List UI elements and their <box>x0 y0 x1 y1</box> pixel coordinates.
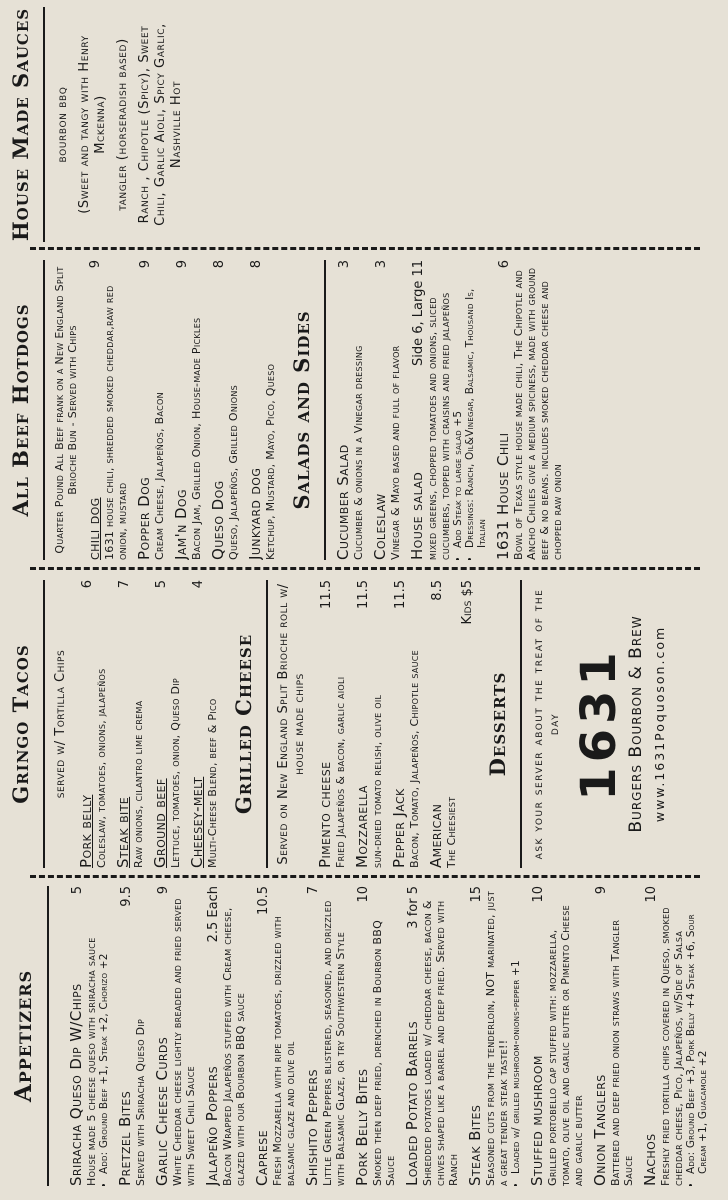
menu-item-name: Pork Belly Bites <box>353 1068 371 1186</box>
menu-item-name: Onion Tanglers <box>591 1074 609 1186</box>
menu-item-name: Pretzel Bites <box>116 1090 134 1186</box>
menu-item-name: Jam'n Dog <box>172 489 190 560</box>
menu-item-row <box>85 260 103 560</box>
menu-item-description: The Cheesiest <box>445 796 458 868</box>
menu-item-description: Cucumber & onions in a Vinegar dressing <box>352 345 365 560</box>
menu-item-row <box>390 580 408 868</box>
menu-item <box>151 580 182 868</box>
menu-item <box>466 886 522 1186</box>
menu-item-name: Stuffed mushroom <box>528 1055 546 1186</box>
brand-tagline: Burgers Bourbon & Brew <box>626 615 646 833</box>
menu-item-price: 9 <box>138 260 153 269</box>
menu-item-price: 9 <box>156 886 171 895</box>
menu-item-row <box>403 886 421 1186</box>
menu-item-description: Cream Cheese, Jalapeños, Bacon <box>153 392 166 560</box>
appetizers-list <box>67 886 709 1186</box>
menu-item <box>172 260 203 560</box>
menu-item-description: Multi-Cheese Blend, beef & Pico <box>206 698 219 868</box>
menu-item-description: Queso, Jalapeños, Grilled Onions <box>227 384 240 560</box>
addon-item: • Add: Ground Beef +3, Pork Belly +4 Steak +6, Sour Cream +1, Guacamole +2 <box>685 886 709 1174</box>
tacos-subtitle: served w/ Tortilla Chips <box>53 649 68 799</box>
menu-item-name: Shishito Peppers <box>303 1069 321 1186</box>
menu-item <box>353 580 384 868</box>
menu-item-name: chili dog <box>85 497 103 560</box>
menu-item-description: Ketchup, Mustard, Mayo, Pico, Queso <box>264 363 277 560</box>
menu-item-name: Loaded Potato Barrels <box>403 1021 421 1186</box>
menu-item <box>403 886 460 1186</box>
menu-item-row <box>316 580 334 868</box>
column-divider <box>30 875 700 878</box>
menu-item-description: House made 5 cheese queso with sriracha sauce <box>85 937 98 1186</box>
menu-item-row <box>153 886 171 1186</box>
grilled-cheese-title: Grilled Cheese <box>229 580 268 868</box>
menu-item <box>408 260 488 560</box>
menu-item-price: 2.5 Each <box>206 886 221 943</box>
menu-item-row <box>135 260 153 560</box>
menu-item-price: 7 <box>306 886 321 895</box>
menu-item <box>353 886 397 1186</box>
column-divider <box>30 567 700 570</box>
menu-item <box>528 886 585 1186</box>
menu-item-row <box>203 886 221 1186</box>
menu-item-price: 3 <box>374 260 389 269</box>
menu-item-description: Little Green Peppers blistered, seasoned, and drizzled with Balsamic Glaze, or try Southwestern Style <box>321 900 347 1186</box>
menu-item <box>316 580 347 868</box>
menu-item-price: 11.5 <box>393 580 408 609</box>
menu-item-description: Grilled portobello cap stuffed with: mozzarella, tomato, olive oil and garlic butter or Pimento Cheese and garlic butter <box>546 905 585 1186</box>
menu-item-description: Bowl of Texas style house made chili, The Chipotle and Ancho Chilies give a medium spiciness, made with ground beef & no beans. includes smoked cheddar cheese and chopped raw onion <box>512 267 564 560</box>
menu-item-name: Caprese <box>253 1130 271 1186</box>
menu-item-price: 10.5 <box>256 886 271 915</box>
menu-item-price: 11.5 <box>356 580 371 609</box>
menu-item-price: 4 <box>191 580 206 589</box>
menu-item-row <box>188 580 206 868</box>
brand-website: www.1631Poquoson.com <box>652 625 667 823</box>
menu-item-price: 3 <box>337 260 352 269</box>
menu-item-row <box>151 580 169 868</box>
appetizers-column <box>0 886 728 1186</box>
menu-item-price: 5 <box>70 886 85 895</box>
menu-item-row <box>353 886 371 1186</box>
addon-list <box>685 886 709 1186</box>
hotdogs-subtitle: Quarter Pound All Beef frank on a New England Split Brioche Bun - Served with Chips <box>53 266 79 554</box>
salads-title: Salads and Sides <box>287 260 326 560</box>
menu-item-name: Junkyard dog <box>246 467 264 560</box>
salads-list <box>334 260 564 560</box>
addon-list <box>98 886 110 1186</box>
addon-item: • Add: Ground Beef +1, Steak +2, Chorizo +2 <box>98 886 110 1174</box>
menu-item-name: Pork belly <box>77 794 95 868</box>
menu-item-price: 9.5 <box>119 886 134 907</box>
menu-item-description: Raw onions, cilantro lime crema <box>132 700 145 868</box>
menu-item <box>116 886 147 1186</box>
menu-item-description: Coleslaw, tomatoes, onions, jalapeños <box>95 668 108 868</box>
tacos-title: Gringo Tacos <box>6 580 45 868</box>
menu-item-description: Battered and deep fried onion straws with Tangler Sauce <box>609 919 635 1186</box>
grilled-cheese-subtitle: Served on New England Split Brioche roll w/ house made chips <box>276 583 307 865</box>
menu-item-row <box>172 260 190 560</box>
addon-item: • Dressings: Ranch, Oil&Vinegar, Balsamic, Thousand Is, Italian <box>464 260 488 548</box>
menu-item-description: Lettuce, tomatoes, onion, Queso Dip <box>169 677 182 868</box>
menu-item-name: Nachos <box>641 1133 659 1186</box>
menu-item <box>203 886 247 1186</box>
menu-item <box>246 260 277 560</box>
kids-price: Kids $5 <box>460 580 475 625</box>
menu-item-name: Garlic Cheese Curds <box>153 1036 171 1186</box>
menu-item <box>303 886 347 1186</box>
menu-item-row <box>303 886 321 1186</box>
menu-item-name: House salad <box>408 471 426 560</box>
menu-item-row <box>371 260 389 560</box>
menu-item-name: Ground beef <box>151 778 169 868</box>
menu-item-description: Smoked then deep fried, drenched in Bourbon BBQ Sauce <box>371 919 397 1186</box>
menu-item <box>427 580 458 868</box>
menu-item-price: 9 <box>175 260 190 269</box>
menu-item <box>77 580 108 868</box>
sauce-line: (Sweet and tangy with Henry Mckenna) <box>77 35 108 214</box>
menu-item-row <box>494 260 512 560</box>
menu-item-row <box>427 580 445 868</box>
menu-item-description: Seasoned cuts from the tenderloin, NOT marinated, just a great tender steak taste!! <box>484 890 510 1186</box>
menu-item-description: Bacon Wrapped Jalapeños stuffed with Cream cheese, glazed with our Bourbon BBQ sauce <box>221 907 247 1186</box>
menu-item-name: Mozzarella <box>353 785 371 868</box>
menu-item-name: Steak Bites <box>466 1104 484 1186</box>
menu-item-description: Shredded potatoes loaded w/ cheddar cheese, bacon & chives shaped like a barrel and deep fried. Served with Ranch <box>421 900 460 1186</box>
menu-item-price: 10 <box>644 886 659 903</box>
menu-item <box>591 886 635 1186</box>
menu-item <box>135 260 166 560</box>
menu-item-name: Coleslaw <box>371 493 389 560</box>
grilled-cheese-list <box>316 580 458 868</box>
menu-item-price: 5 <box>154 580 169 589</box>
center-column <box>0 580 728 868</box>
menu-item-row <box>528 886 546 1186</box>
sauce-line: Ranch , Chipotle (Spicy), Sweet Chili, Garlic Aioli, Spicy Garlic, Nashville Hot <box>137 23 184 226</box>
menu-item <box>641 886 709 1186</box>
menu-item <box>153 886 197 1186</box>
menu-item-description: 1631 house chili, shredded smoked cheddar,raw red onion, mustard <box>103 285 129 560</box>
desserts-title: Desserts <box>483 580 522 868</box>
menu-item-name: Pimento cheese <box>316 761 334 868</box>
menu-item-description: sun-dried tomato relish, olive oil <box>371 694 384 868</box>
menu-item-price: 6 <box>497 260 512 269</box>
menu-item <box>390 580 421 868</box>
menu-item-row <box>209 260 227 560</box>
menu-item-price: 9 <box>594 886 609 895</box>
sauces-list <box>55 7 185 242</box>
menu-item-name: Queso Dog <box>209 480 227 560</box>
menu-item <box>114 580 145 868</box>
menu-item-description: Vinegar & Mayo based and full of flavor <box>389 345 402 560</box>
menu-item-price: 8.5 <box>430 580 445 601</box>
addon-list <box>452 260 488 560</box>
appetizers-title: Appetizers <box>6 886 49 1186</box>
menu-item-row <box>114 580 132 868</box>
menu-item-row <box>641 886 659 1186</box>
menu-item-row <box>334 260 352 560</box>
menu-item-price: 11.5 <box>319 580 334 609</box>
menu-item-row <box>466 886 484 1186</box>
menu-item <box>85 260 129 560</box>
menu-item-name: Jalapeño Poppers <box>203 1065 221 1186</box>
menu-item-price: 10 <box>531 886 546 903</box>
menu-item-description: Served with Sriracha Queso Dip <box>134 1018 147 1186</box>
menu-item-row <box>353 580 371 868</box>
addon-list <box>510 886 522 1186</box>
hotdogs-salads-column <box>0 260 728 560</box>
menu-item-row <box>77 580 95 868</box>
menu-item-description: White Cheddar cheese lightly breaded and fried served with Sweet Chili Sauce <box>171 898 197 1186</box>
menu-item-name: 1631 House Chili <box>494 432 512 560</box>
menu-item-row <box>253 886 271 1186</box>
menu-item-name: Popper Dog <box>135 476 153 560</box>
sauce-line: bourbon bbq <box>55 86 70 163</box>
sauces-column <box>0 7 728 242</box>
menu-item-price: 8 <box>212 260 227 269</box>
menu-item-name: Sriracha Queso Dip W/Chips <box>67 983 85 1186</box>
brand-logo: 1631 <box>571 647 627 801</box>
menu-item-name: Cucumber Salad <box>334 444 352 560</box>
menu-item-row <box>408 260 426 560</box>
menu-item-description: Bacon, Tomato, Jalapeños, Chipotle sauce <box>408 649 421 868</box>
menu-item-description: mixed greens, chopped tomatoes and onions, sliced cucumbers, topped with craisins and fried jalapeños <box>426 292 452 560</box>
menu-item-row <box>591 886 609 1186</box>
menu-item-name: Steak bite <box>114 796 132 868</box>
menu-item-price: 15 <box>469 886 484 903</box>
menu-item-row <box>67 886 85 1186</box>
hotdogs-list <box>85 260 277 560</box>
sauce-line: tangler (horseradish based) <box>115 38 130 211</box>
menu-item-description: Bacon Jam, Grilled Onion, House-made Pickles <box>190 317 203 560</box>
menu-item-price: 9 <box>88 260 103 269</box>
menu-item-description: Fried Jalapeños & bacon, garlic aioli <box>334 676 347 868</box>
tacos-list <box>77 580 219 868</box>
menu-item-row <box>116 886 134 1186</box>
menu-item-price: Side 6, Large 11 <box>411 260 426 367</box>
menu-item <box>253 886 297 1186</box>
menu-item-description: Fresh Mozzarella with ripe tomatoes, drizzled with balsamic glaze and olive oil <box>271 915 297 1186</box>
menu-item-price: 8 <box>249 260 264 269</box>
menu-item <box>334 260 365 560</box>
addon-item: • Loaded w/ grilled mushroom-onions-pepper +1 <box>510 886 522 1174</box>
menu-item-description: Freshly fried tortilla chips covered in Queso, smoked cheddar cheese, Pico, Jalapeños, w/Side of Salsa <box>659 907 685 1186</box>
menu-item-name: Cheesey-melt <box>188 776 206 868</box>
sauces-title: House Made Sauces <box>6 7 45 242</box>
menu-item-name: American <box>427 803 445 868</box>
menu-item-price: 6 <box>80 580 95 589</box>
hotdogs-title: All Beef Hotdogs <box>6 260 45 560</box>
menu-item <box>67 886 110 1186</box>
menu-item-price: 7 <box>117 580 132 589</box>
column-divider <box>30 247 700 250</box>
menu-item <box>188 580 219 868</box>
menu-item-price: 3 for 5 <box>406 886 421 929</box>
menu-item <box>209 260 240 560</box>
addon-item: • Add Steak to large salad +5 <box>452 260 464 548</box>
menu-item-row <box>246 260 264 560</box>
menu-item-price: 10 <box>356 886 371 903</box>
menu-item <box>371 260 402 560</box>
desserts-note: ask your server about the treat of the day <box>530 588 561 860</box>
menu-item-name: Pepper Jack <box>390 788 408 868</box>
menu-item <box>494 260 564 560</box>
